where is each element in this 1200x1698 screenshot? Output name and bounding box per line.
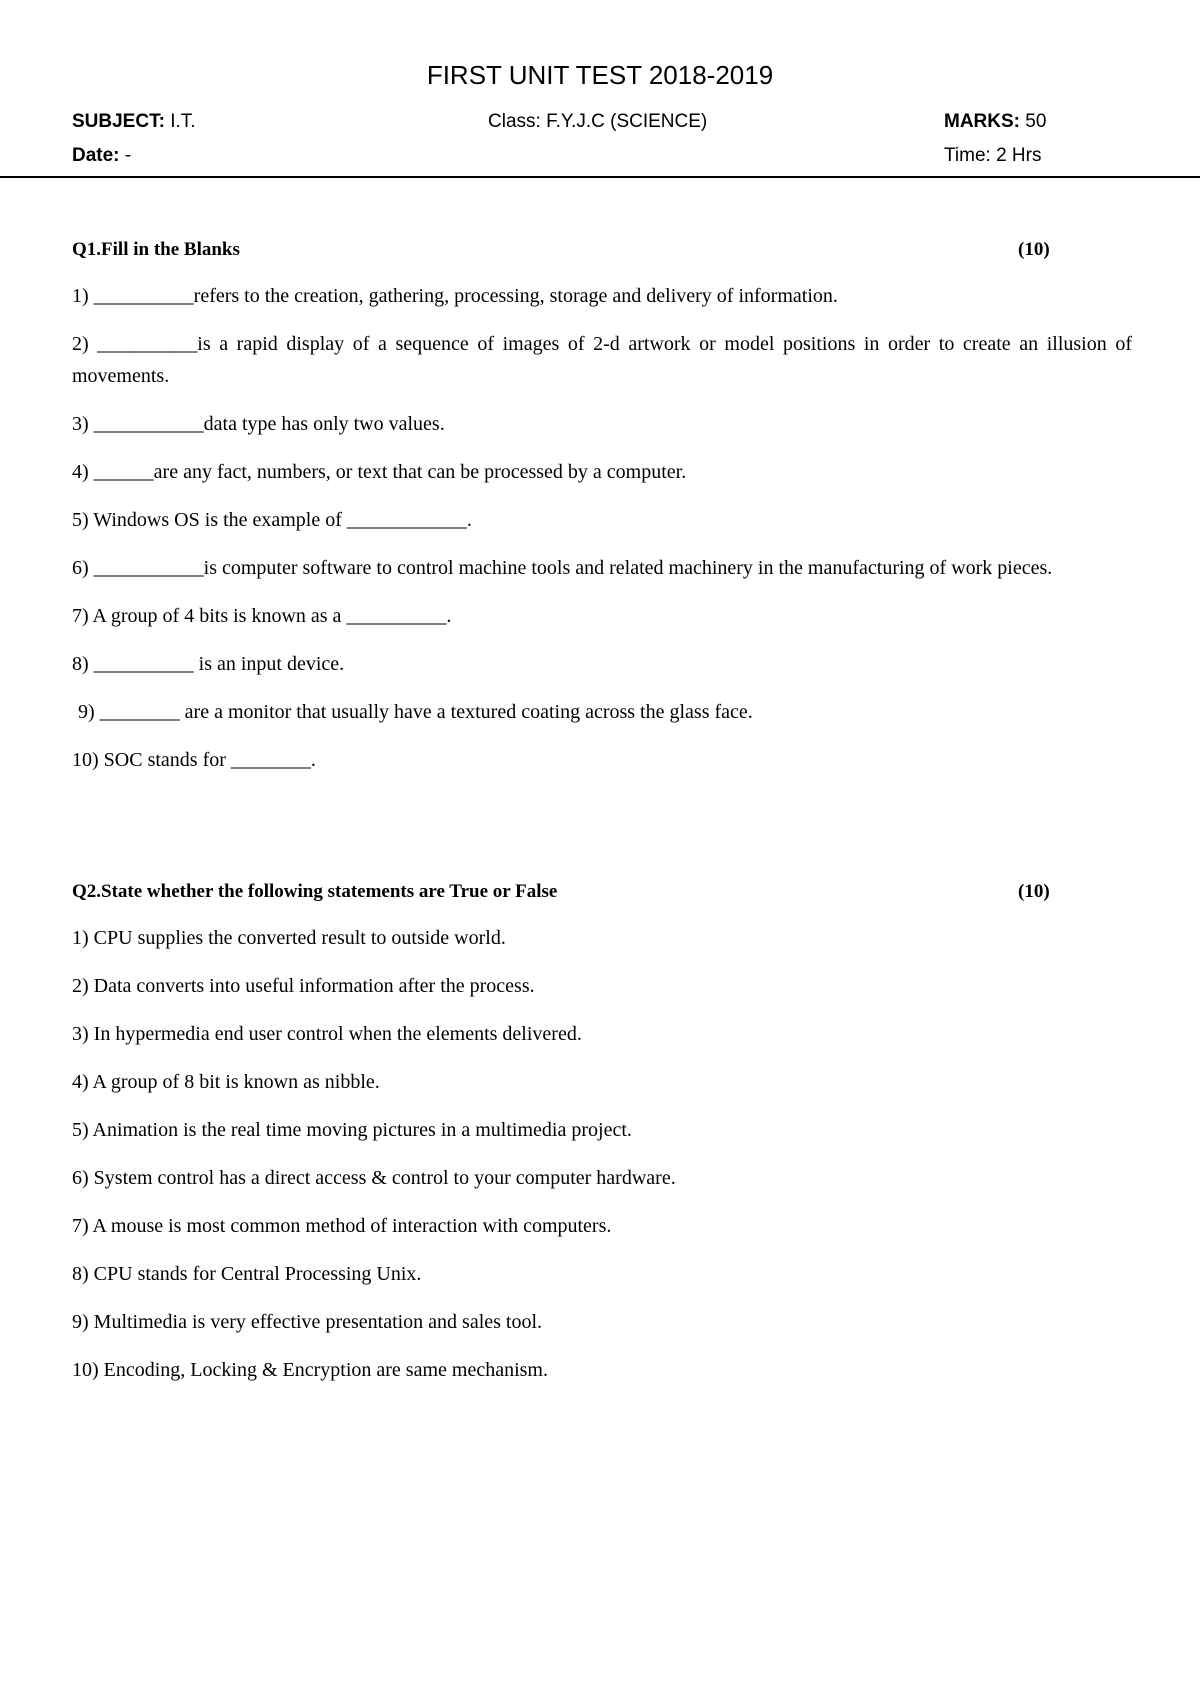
q1-item-5: 5) Windows OS is the example of ____________. bbox=[72, 509, 472, 531]
header-row-1 bbox=[72, 108, 1057, 136]
date-field bbox=[72, 142, 131, 170]
date-label: Date: bbox=[72, 145, 120, 166]
q1-item-7: 7) A group of 4 bits is known as a __________. bbox=[72, 605, 452, 627]
question-1-section bbox=[72, 236, 1132, 792]
q1-item-8: 8) __________ is an input device. bbox=[72, 653, 345, 675]
question-2-marks: (10) bbox=[1018, 881, 1050, 902]
time-label: Time: bbox=[944, 145, 991, 166]
q2-item-10: 10) Encoding, Locking & Encryption are same mechanism. bbox=[72, 1359, 548, 1381]
header-row-2 bbox=[72, 142, 1057, 170]
q1-item-10: 10) SOC stands for ________. bbox=[72, 749, 316, 771]
class-field bbox=[488, 108, 707, 136]
class-value: F.Y.J.C (SCIENCE) bbox=[546, 111, 708, 132]
date-value: - bbox=[124, 145, 132, 166]
question-2-items bbox=[72, 922, 1132, 1386]
q2-item-6: 6) System control has a direct access & control to your computer hardware. bbox=[72, 1167, 676, 1189]
header-divider bbox=[0, 176, 1200, 178]
class-label: Class: bbox=[488, 111, 541, 132]
q1-item-1: 1) __________refers to the creation, gathering, processing, storage and delivery of information. bbox=[72, 285, 838, 307]
question-2-heading-row bbox=[72, 878, 1132, 906]
marks-label: MARKS: bbox=[944, 111, 1020, 132]
q2-item-7: 7) A mouse is most common method of interaction with computers. bbox=[72, 1215, 612, 1237]
question-1-marks: (10) bbox=[1018, 239, 1050, 260]
q2-item-1: 1) CPU supplies the converted result to outside world. bbox=[72, 927, 506, 949]
q2-item-3: 3) In hypermedia end user control when the elements delivered. bbox=[72, 1023, 582, 1045]
q1-item-3: 3) ___________data type has only two values. bbox=[72, 413, 445, 435]
marks-value: 50 bbox=[1025, 111, 1047, 132]
q2-item-8: 8) CPU stands for Central Processing Unix. bbox=[72, 1263, 422, 1285]
page-title: FIRST UNIT TEST 2018-2019 bbox=[426, 60, 774, 90]
time-value: 2 Hrs bbox=[996, 145, 1042, 166]
q2-item-4: 4) A group of 8 bit is known as nibble. bbox=[72, 1071, 380, 1093]
q1-item-6: 6) ___________is computer software to control machine tools and related machinery in the manufacturing of work pieces. bbox=[72, 557, 1053, 579]
q2-item-2: 2) Data converts into useful information after the process. bbox=[72, 975, 535, 997]
subject-label: SUBJECT: bbox=[72, 111, 165, 132]
time-field bbox=[944, 142, 1041, 170]
question-1-heading: Q1.Fill in the Blanks bbox=[72, 239, 240, 260]
question-1-heading-row bbox=[72, 236, 1132, 264]
question-2-heading: Q2.State whether the following statements are True or False bbox=[72, 881, 558, 902]
subject-field bbox=[72, 108, 196, 136]
q1-item-4: 4) ______are any fact, numbers, or text that can be processed by a computer. bbox=[72, 461, 687, 483]
q1-item-9: 9) ________ are a monitor that usually have a textured coating across the glass face. bbox=[78, 701, 753, 723]
q1-item-2: 2) __________is a rapid display of a sequence of images of 2-d artwork or model positions in order to create an illusion of movements. bbox=[72, 333, 1132, 387]
question-2-section bbox=[72, 878, 1132, 1402]
marks-field bbox=[944, 108, 1046, 136]
subject-value: I.T. bbox=[170, 111, 196, 132]
q2-item-9: 9) Multimedia is very effective presentation and sales tool. bbox=[72, 1311, 543, 1333]
q2-item-5: 5) Animation is the real time moving pictures in a multimedia project. bbox=[72, 1119, 632, 1141]
question-1-items bbox=[72, 280, 1132, 776]
